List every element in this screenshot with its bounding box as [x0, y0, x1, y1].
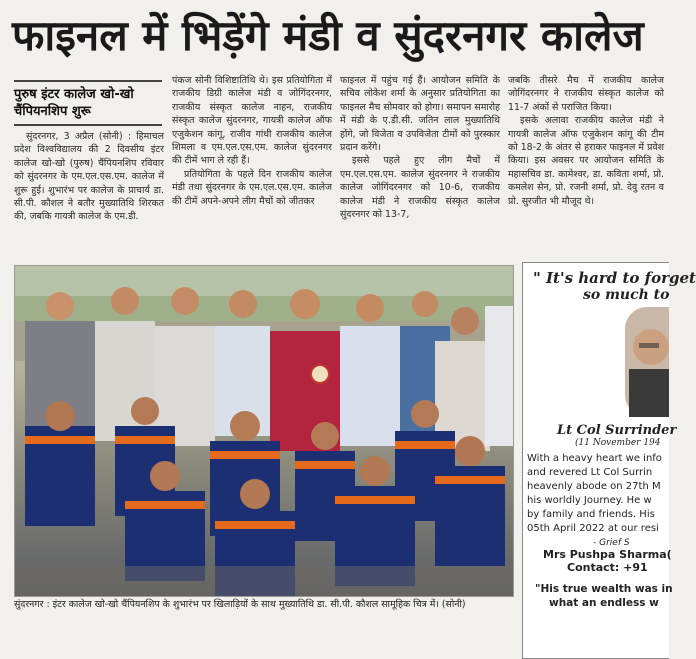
- ad-body-line: With a heavy heart we info: [527, 453, 662, 464]
- portrait-photo: [625, 307, 669, 417]
- ad-body-line: his worldly Journey. He w: [527, 495, 652, 506]
- article-column-2: [172, 74, 332, 262]
- subheadline: पुरुष इंटर कालेज खो-खो चैंपियनशिप शुरू: [14, 80, 162, 126]
- ad-quote-bottom-line: "His true wealth was in: [535, 583, 673, 595]
- article-paragraph: इससे पहले हुए लीग मैचों में एम.एल.एस.एम. कालेज सुंदरनगर ने राजकीय कालेज जोगिंदरनगर को 10-6, राजकीय कालेज मंडी ने राजकीय संस्कृत कालेज सुंदरनगर को 13-7,: [340, 155, 500, 221]
- ad-body-line: 05th April 2022 at our resi: [527, 523, 659, 534]
- article-paragraph: प्रतियोगिता के पहले दिन राजकीय कालेज मंडी तथा सुंदरनगर के एम.एल.एस.एम. कालेज की टीमें अपने-अपने लीग मैचों को जीतकर: [172, 168, 332, 207]
- article-paragraph: फाइनल में पहुंच गई हैं। आयोजन समिति के सचिव लोकेश शर्मा के अनुसार प्रतियोगिता का फाइनल मैच सोमवार को होगा। समापन समारोह में मंडी के ए.डी.सी. जतिन लाल मुख्यातिथि होंगे, जो विजेता व उपविजेता टीमों को पुरस्कार प्रदान करेंगे।: [340, 75, 500, 154]
- deceased-dates: (11 November 194: [575, 438, 661, 448]
- ad-body-text: [523, 452, 669, 536]
- article-column-4: [508, 74, 664, 262]
- article-paragraph: इसके अलावा राजकीय कालेज मंडी ने गायत्री कालेज ऑफ एजुकेशन कांगू की टीम को 18-2 के अंतर से हराकर फाइनल में प्रवेश किया। इस अवसर पर आयोजन समिति के महासचिव डा. कामेश्वर, डा. कविता शर्मा, प्रो. कमलेश सेन, प्रो. रजनी शर्मा, प्रो. देवु रतन व प्रो. सुरजीत भी मौजूद थे।: [508, 115, 664, 207]
- headline: फाइनल में भिड़ेंगे मंडी व सुंदरनगर कालेज: [12, 11, 644, 60]
- team-group-photo: [14, 265, 514, 597]
- ad-body-line: heavenly abode on 27th M: [527, 481, 661, 492]
- group-photo-illustration: [15, 266, 513, 596]
- obituary-advertisement: [522, 262, 696, 659]
- ad-quote-bottom: [523, 582, 673, 610]
- ad-body-line: and revered Lt Col Surrin: [527, 467, 653, 478]
- ad-quote-bottom-line: what an endless w: [549, 597, 659, 609]
- article-paragraph: जबकि तीसरे मैच में राजकीय कालेज जोगिंदरनगर ने राजकीय संस्कृत कालेज को 11-7 अंकों से पराजित किया।: [508, 75, 664, 113]
- deceased-name: Lt Col Surrinder: [557, 423, 677, 438]
- portrait-illustration: [625, 307, 669, 417]
- ad-grief-label: - Grief S: [593, 538, 630, 548]
- article-paragraph: पंकज सोनी विशिष्टातिथि थे। इस प्रतियोगिता में राजकीय डिग्री कालेज मंडी व जोगिंदरनगर, राजकीय संस्कृत कालेज नाहन, राजकीय संस्कृत कालेज सुंदरनगर, गायत्री कालेज ऑफ एजुकेशन कांगू, राजीव गांधी राजकीय कालेज शिमला व एम.एल.एस.एम. कालेज सुंदरनगर की टीमें भाग ले रही हैं।: [172, 75, 332, 167]
- ad-family-name: Mrs Pushpa Sharma(: [543, 548, 672, 561]
- article-column-1: [14, 130, 164, 258]
- article-column-3: [340, 74, 500, 262]
- ad-body-line: by family and friends. His: [527, 509, 655, 520]
- photo-caption: सुंदरनगर : इंटर कालेज खो-खो चैंपियनशिप के शुभारंभ पर खिलाड़ियों के साथ मुख्यातिथि डा. सी.पी. कौशल सामूहिक चित्र में। (सोनी): [14, 599, 466, 610]
- ad-quote-top-line2: so much to: [583, 287, 670, 303]
- article-paragraph: सुंदरनगर, 3 अप्रैल (सोनी) : हिमाचल प्रदेश विश्वविद्यालय की 2 दिवसीय इंटर कालेज खो-खो (पुरुष) चैंपियनशिप रविवार को सुंदरनगर के एम.एल.एस.एम. कालेज में शुरू हुई। शुभारंभ पर कालेज के प्राचार्य डा. सी.पी. कौशल ने बतौर मुख्यातिथि शिरकत की, जबकि गायत्री कालेज के एम.डी.: [14, 131, 164, 223]
- ad-contact: Contact: +91: [567, 561, 648, 574]
- ad-quote-top: " It's hard to forget: [533, 269, 696, 287]
